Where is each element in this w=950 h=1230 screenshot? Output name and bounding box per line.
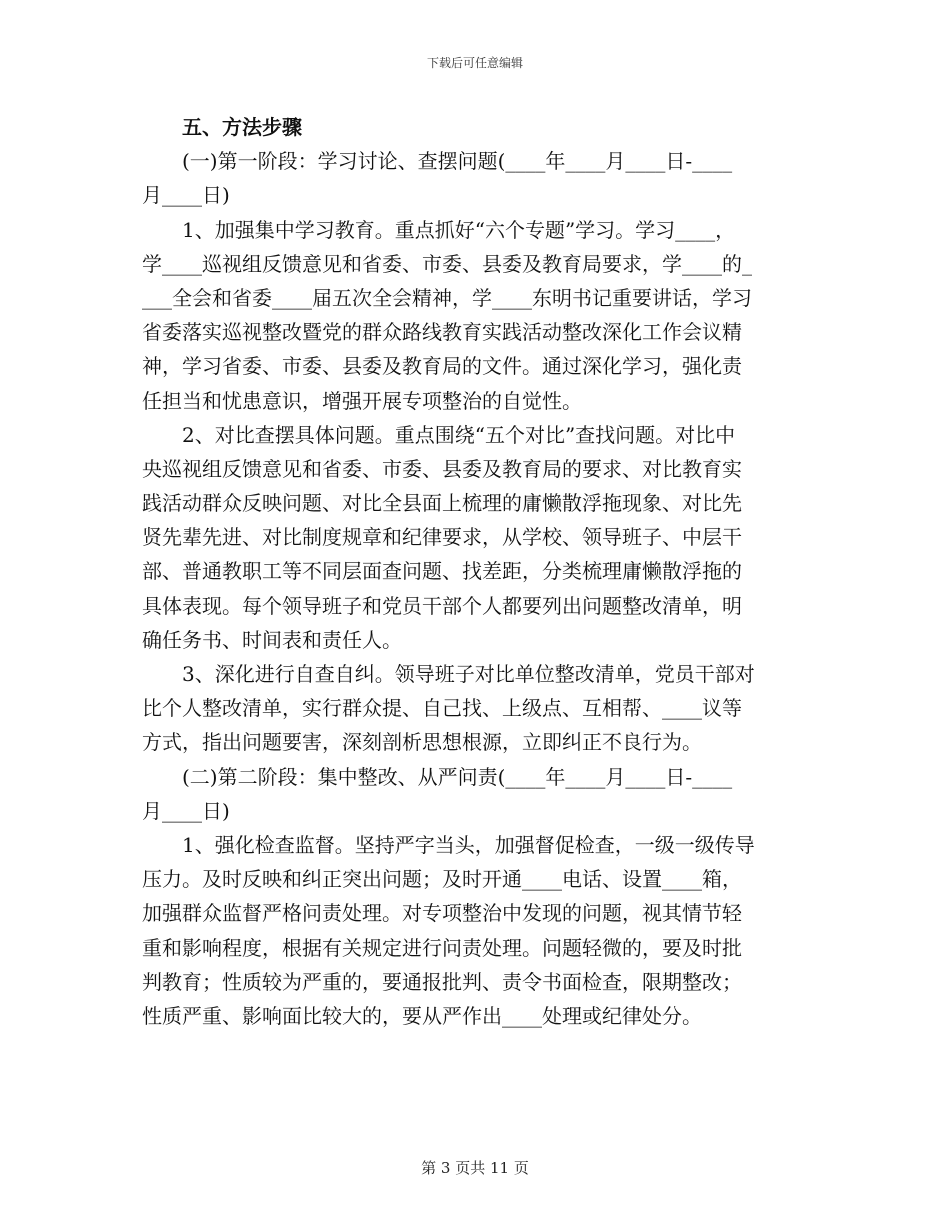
paragraph-line: ___全会和省委____届五次全会精神，学____东明书记重要讲话，学习	[142, 285, 752, 310]
paragraph-line: 任担当和忧患意识，增强开展专项整治的自觉性。	[142, 388, 582, 413]
stage-one-title: (一)第一阶段：学习讨论、查摆问题(____年____月____日-____	[182, 149, 733, 174]
paragraph-line: 1、加强集中学习教育。重点抓好“六个专题”学习。学习____，	[182, 217, 736, 242]
section-heading: 五、方法步骤	[182, 115, 302, 139]
paragraph-line: 2、对比查摆具体问题。重点围绕“五个对比”查找问题。对比中	[182, 422, 736, 447]
paragraph-line: 性质严重、影响面比较大的，要从严作出____处理或纪律处分。	[142, 1003, 702, 1028]
stage-two-title: (二)第二阶段：集中整改、从严问责(____年____月____日-____	[182, 764, 733, 789]
paragraph-line: 贤先辈先进、对比制度规章和纪律要求，从学校、领导班子、中层干	[142, 525, 742, 550]
paragraph-line: 压力。及时反映和纠正突出问题；及时开通____电话、设置____箱，	[142, 867, 742, 892]
stage-two-title-cont: 月____日)	[142, 798, 230, 823]
paragraph-line: 重和影响程度，根据有关规定进行问责处理。问题轻微的，要及时批	[142, 935, 742, 960]
paragraph-line: 省委落实巡视整改暨党的群众路线教育实践活动整改深化工作会议精	[142, 320, 742, 345]
document-body	[142, 110, 810, 1033]
paragraph-line: 加强群众监督严格问责处理。对专项整治中发现的问题，视其情节轻	[142, 901, 742, 926]
paragraph-line: 比个人整改清单，实行群众提、自己找、上级点、互相帮、____议等	[142, 696, 742, 721]
stage-one-title-cont: 月____日)	[142, 183, 230, 208]
paragraph-line: 1、强化检查监督。坚持严字当头，加强督促检查，一级一级传导	[182, 832, 755, 857]
paragraph-line: 神，学习省委、市委、县委及教育局的文件。通过深化学习，强化责	[142, 354, 742, 379]
paragraph-line: 方式，指出问题要害，深刻剖析思想根源，立即纠正不良行为。	[142, 730, 702, 755]
paragraph-line: 践活动群众反映问题、对比全县面上梳理的庸懒散浮拖现象、对比先	[142, 491, 742, 516]
paragraph-line: 部、普通教职工等不同层面查问题、找差距，分类梳理庸懒散浮拖的	[142, 559, 742, 584]
paragraph-line: 学____巡视组反馈意见和省委、市委、县委及教育局要求，学____的_	[142, 251, 752, 276]
header-note: 下载后可任意编辑	[426, 56, 523, 70]
paragraph-line: 判教育；性质较为严重的，要通报批判、责令书面检查，限期整改；	[142, 969, 742, 994]
paragraph-line: 3、深化进行自查自纠。领导班子对比单位整改清单，党员干部对	[182, 662, 755, 686]
paragraph-line: 具体表现。每个领导班子和党员干部个人都要列出问题整改清单，明	[142, 593, 742, 618]
paragraph-line: 央巡视组反馈意见和省委、市委、县委及教育局的要求、对比教育实	[142, 456, 742, 481]
paragraph-line: 确任务书、时间表和责任人。	[142, 627, 402, 652]
page-number: 第 3 页共 11 页	[421, 1159, 529, 1177]
